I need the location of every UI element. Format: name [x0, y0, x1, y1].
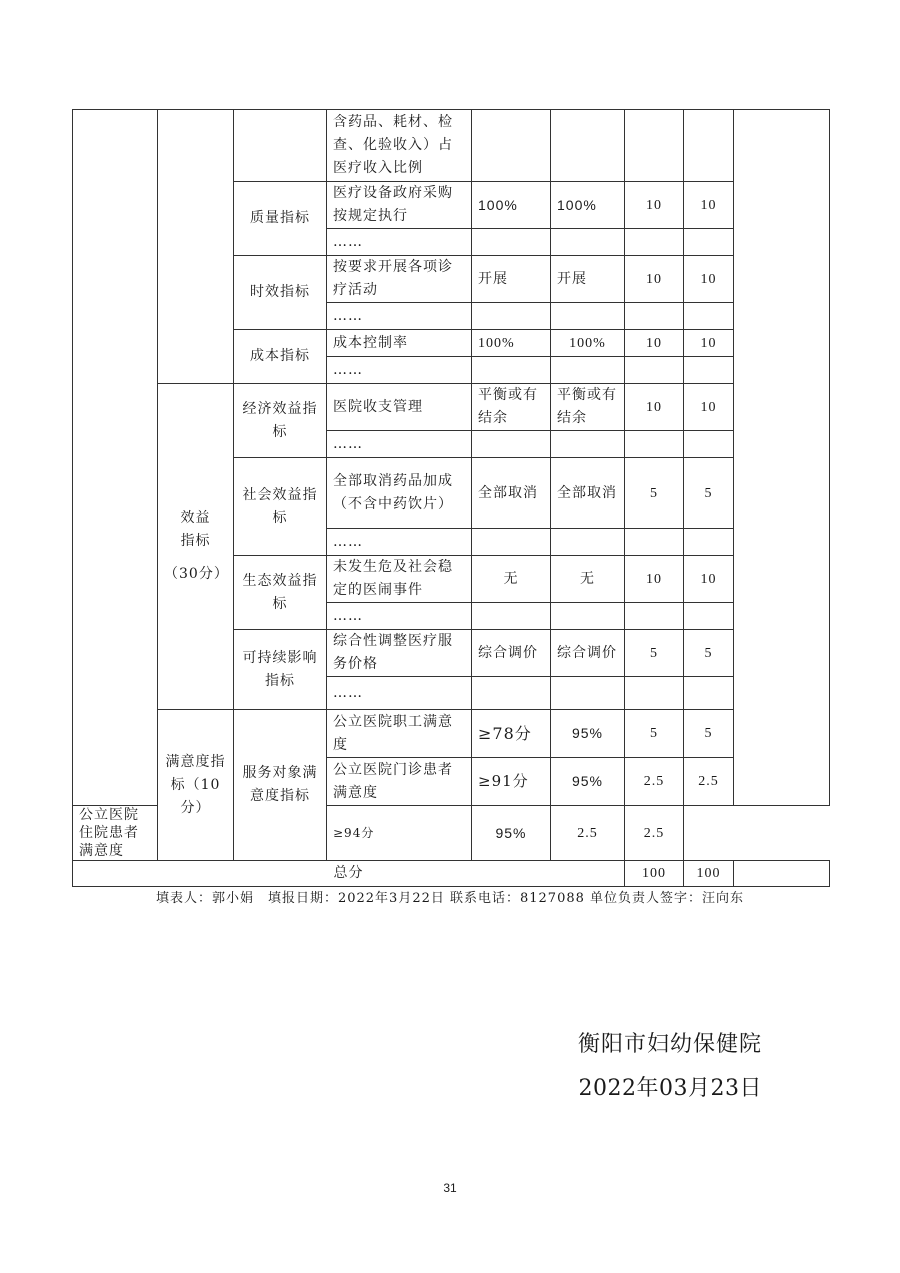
score-value: 10 [684, 384, 734, 431]
indicator-description: …… [327, 229, 472, 256]
empty-cell [625, 110, 684, 182]
secondary-indicator-satisfaction: 满意度指标（10分） [158, 710, 234, 861]
score-value: 10 [684, 182, 734, 229]
indicator-description: …… [327, 431, 472, 458]
tertiary-indicator: 成本指标 [234, 330, 327, 384]
empty-cell [234, 110, 327, 182]
target-value: 无 [472, 556, 551, 603]
secondary-indicator-line: 效益 [180, 510, 211, 526]
actual-value: 全部取消 [551, 458, 625, 529]
tertiary-indicator: 时效指标 [234, 256, 327, 330]
indicator-description: 医院收支管理 [327, 384, 472, 431]
score-value: 5 [684, 710, 734, 758]
indicator-description: 公立医院门诊患者满意度 [327, 758, 472, 806]
empty-cell [625, 303, 684, 330]
page-number: 31 [443, 1181, 457, 1195]
tertiary-indicator: 生态效益指标 [234, 556, 327, 630]
empty-cell [73, 110, 158, 806]
table-row [73, 710, 830, 758]
target-value: ≥94分 [327, 806, 472, 861]
empty-cell [472, 229, 551, 256]
empty-cell [472, 529, 551, 556]
empty-cell [625, 529, 684, 556]
indicator-description: …… [327, 603, 472, 630]
indicator-description: 公立医院职工满意度 [327, 710, 472, 758]
weight-value: 2.5 [625, 758, 684, 806]
weight-value: 5 [625, 630, 684, 677]
empty-cell [625, 603, 684, 630]
empty-cell [472, 431, 551, 458]
indicator-description: 成本控制率 [327, 330, 472, 357]
weight-value: 10 [625, 330, 684, 357]
weight-value: 5 [625, 710, 684, 758]
indicator-description: 公立医院住院患者满意度 [73, 806, 158, 861]
empty-cell [472, 303, 551, 330]
actual-value: 综合调价 [551, 630, 625, 677]
empty-cell [551, 229, 625, 256]
secondary-indicator-benefit [158, 384, 234, 710]
weight-value: 10 [625, 182, 684, 229]
empty-cell [551, 603, 625, 630]
indicator-description: 综合性调整医疗服务价格 [327, 630, 472, 677]
empty-cell [551, 431, 625, 458]
secondary-indicator-line: （30分） [164, 566, 229, 582]
tertiary-indicator: 社会效益指标 [234, 458, 327, 556]
score-value: 5 [684, 458, 734, 529]
empty-cell [734, 110, 830, 806]
weight-value: 10 [625, 384, 684, 431]
table-row [73, 110, 830, 182]
empty-cell [625, 677, 684, 710]
tertiary-indicator: 经济效益指标 [234, 384, 327, 458]
target-value: ≥78分 [472, 710, 551, 758]
empty-cell [684, 603, 734, 630]
score-value: 5 [684, 630, 734, 677]
empty-cell [551, 110, 625, 182]
empty-cell [472, 677, 551, 710]
actual-value: 无 [551, 556, 625, 603]
tertiary-indicator: 服务对象满意度指标 [234, 710, 327, 861]
indicator-description: 医疗设备政府采购按规定执行 [327, 182, 472, 229]
weight-value: 2.5 [551, 806, 625, 861]
empty-cell [625, 229, 684, 256]
weight-value: 10 [625, 556, 684, 603]
actual-value: 95% [551, 710, 625, 758]
actual-value: 开展 [551, 256, 625, 303]
total-weight: 100 [625, 861, 684, 887]
empty-cell [684, 529, 734, 556]
empty-cell [472, 357, 551, 384]
signature-date: 2022年03月23日 [578, 1076, 762, 1101]
target-value: 平衡或有结余 [472, 384, 551, 431]
actual-value: 100% [551, 182, 625, 229]
tertiary-indicator: 可持续影响指标 [234, 630, 327, 710]
empty-cell [684, 431, 734, 458]
target-value: 全部取消 [472, 458, 551, 529]
score-value: 2.5 [684, 758, 734, 806]
form-filler-info: 填表人：郭小娟 填报日期：2022年3月22日 联系电话：8127088 单位负责人签字：汪向东 [155, 891, 745, 906]
target-value: ≥91分 [472, 758, 551, 806]
indicator-description: …… [327, 677, 472, 710]
indicator-description: …… [327, 357, 472, 384]
empty-cell [684, 677, 734, 710]
empty-cell [684, 303, 734, 330]
indicator-description: …… [327, 529, 472, 556]
indicator-description: 全部取消药品加成（不含中药饮片） [327, 458, 472, 529]
indicator-description: 含药品、耗材、检查、化验收入）占医疗收入比例 [327, 110, 472, 182]
actual-value: 100% [551, 330, 625, 357]
empty-cell [684, 229, 734, 256]
empty-cell [158, 110, 234, 384]
total-label: 总分 [73, 861, 625, 887]
empty-cell [551, 677, 625, 710]
indicator-description: 按要求开展各项诊疗活动 [327, 256, 472, 303]
score-value: 10 [684, 256, 734, 303]
target-value: 开展 [472, 256, 551, 303]
actual-value: 95% [472, 806, 551, 861]
score-value: 10 [684, 556, 734, 603]
empty-cell [472, 603, 551, 630]
score-value: 10 [684, 330, 734, 357]
empty-cell [551, 357, 625, 384]
actual-value: 平衡或有结余 [551, 384, 625, 431]
indicator-description: 未发生危及社会稳定的医闹事件 [327, 556, 472, 603]
table-row [73, 384, 830, 431]
secondary-indicator-line: 指标 [180, 533, 211, 549]
indicator-description: …… [327, 303, 472, 330]
organization-name: 衡阳市妇幼保健院 [577, 1032, 762, 1057]
empty-cell [734, 861, 830, 887]
empty-cell [472, 110, 551, 182]
total-score: 100 [684, 861, 734, 887]
tertiary-indicator: 质量指标 [234, 182, 327, 256]
empty-cell [625, 357, 684, 384]
empty-cell [551, 529, 625, 556]
target-value: 100% [472, 330, 551, 357]
score-value: 2.5 [625, 806, 684, 861]
performance-indicator-table [72, 109, 830, 887]
target-value: 100% [472, 182, 551, 229]
actual-value: 95% [551, 758, 625, 806]
weight-value: 5 [625, 458, 684, 529]
empty-cell [684, 357, 734, 384]
empty-cell [684, 110, 734, 182]
empty-cell [625, 431, 684, 458]
table-row-total [73, 861, 830, 887]
weight-value: 10 [625, 256, 684, 303]
empty-cell [551, 303, 625, 330]
target-value: 综合调价 [472, 630, 551, 677]
